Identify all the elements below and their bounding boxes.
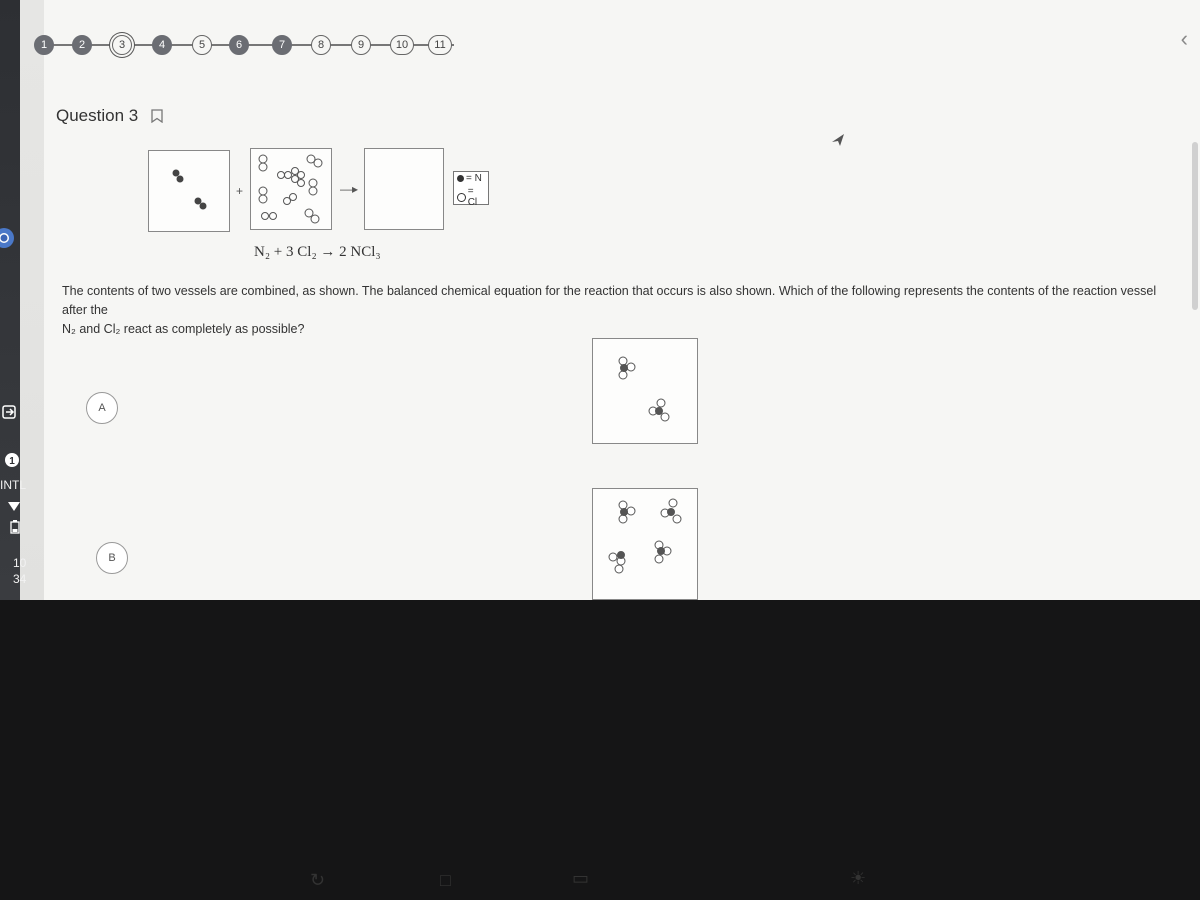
nitrogen-dot-icon (457, 175, 464, 182)
reaction-arrow: —▸ (340, 182, 359, 196)
progress-step-5[interactable]: 5 (192, 35, 212, 55)
question-text (62, 282, 1172, 339)
overview-icon: ▭ (572, 868, 590, 888)
legend-n: = N (454, 172, 488, 185)
locale-label[interactable]: INTL (0, 478, 27, 492)
chlorine-dot-icon (457, 193, 466, 202)
clock-minute: 34 (13, 572, 27, 586)
taskbar (0, 0, 27, 600)
question-title: Question 3 (56, 106, 139, 125)
option-a-image[interactable] (592, 338, 698, 444)
question-line-2: N₂ and Cl₂ react as completely as possible? (62, 322, 305, 336)
legend (453, 171, 489, 208)
chevron-left-icon[interactable]: ‹ (1180, 26, 1188, 51)
progress-step-10[interactable]: 10 (390, 35, 414, 55)
scrollbar[interactable] (1192, 142, 1198, 310)
chemical-equation: N₂ + 3 Cl₂ → 2 NCl₃ (254, 244, 381, 260)
chlorine-vessel (250, 148, 332, 230)
progress-step-4[interactable]: 4 (152, 35, 172, 55)
progress-step-11[interactable]: 11 (428, 35, 452, 55)
progress-step-9[interactable]: 9 (351, 35, 371, 55)
progress-step-8[interactable]: 8 (311, 35, 331, 55)
progress-step-6[interactable]: 6 (229, 35, 249, 55)
clock-hour: 10 (13, 556, 27, 570)
plus-sign: + (236, 184, 244, 198)
progress-step-2[interactable]: 2 (72, 35, 92, 55)
progress-step-3[interactable]: 3 (112, 35, 132, 55)
bookmark-icon[interactable] (151, 109, 163, 123)
main-content (40, 0, 1200, 600)
option-b-image[interactable] (592, 488, 698, 600)
fullscreen-icon: □ (440, 870, 451, 890)
product-vessel-empty (364, 148, 444, 230)
option-a-radio[interactable]: A (86, 392, 118, 424)
question-line-1: The contents of two vessels are combined, as shown. The balanced chemical equation for the reaction that occurs is also shown. Which of the following represents the contents of the reaction vessel after the (62, 284, 1157, 317)
nitrogen-vessel (148, 150, 230, 232)
chlorine-molecules (251, 149, 331, 229)
option-b-radio[interactable]: B (96, 542, 128, 574)
progress-step-1[interactable]: 1 (34, 35, 54, 55)
option-b-molecules (593, 489, 697, 593)
wifi-icon (8, 500, 20, 515)
option-a-molecules (593, 339, 697, 443)
progress-step-7[interactable]: 7 (272, 35, 292, 55)
legend-cl: = Cl (454, 185, 488, 209)
refresh-icon: ↻ (310, 870, 326, 890)
svg-text:1: 1 (9, 456, 15, 467)
brightness-icon: ☀ (850, 868, 867, 888)
nitrogen-molecules (149, 151, 229, 231)
battery-icon (10, 520, 20, 537)
cursor-icon (830, 132, 846, 148)
sign-in-icon[interactable] (2, 404, 18, 423)
question-progress (34, 34, 454, 56)
notification-badge[interactable] (4, 452, 20, 471)
chrome-icon[interactable] (0, 226, 20, 253)
